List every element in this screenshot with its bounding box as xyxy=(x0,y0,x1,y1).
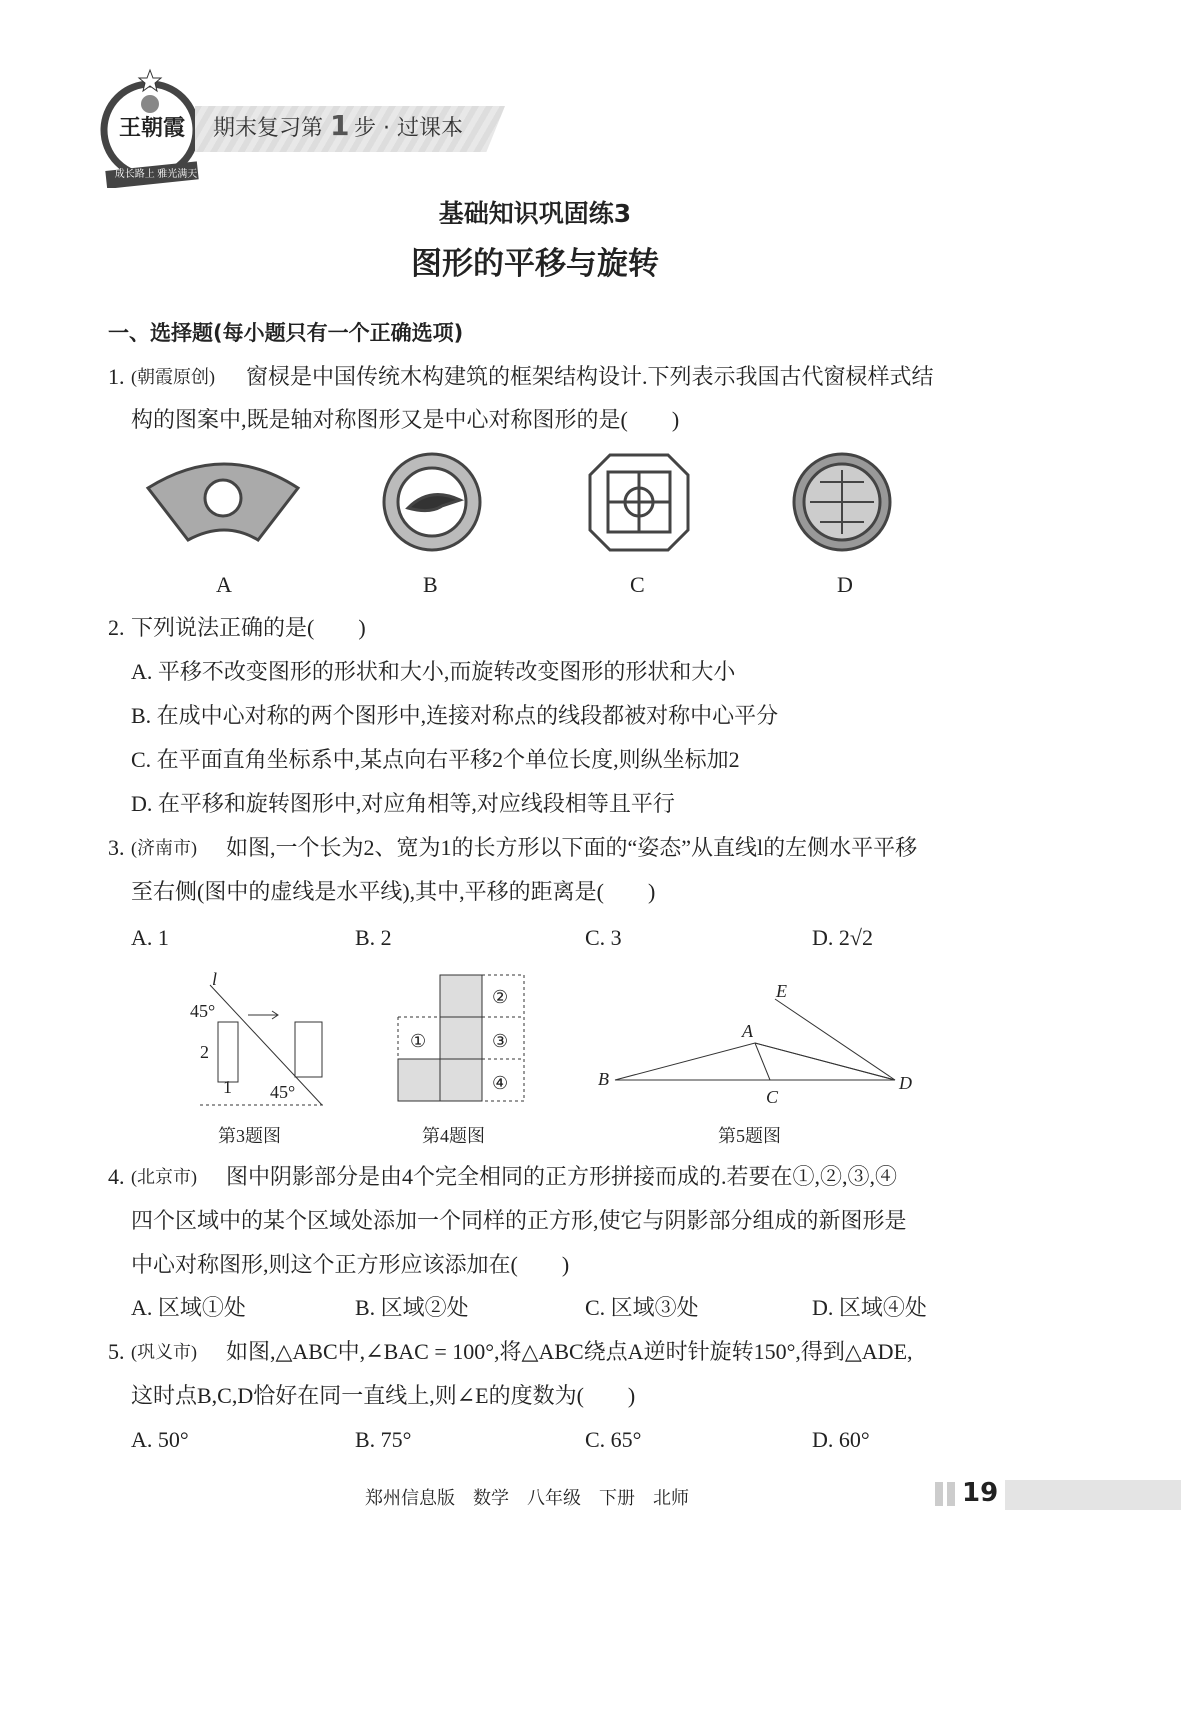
fig4-region-2: ② xyxy=(492,987,509,1007)
page-number-deco xyxy=(935,1482,955,1506)
option-3a: A. 1 xyxy=(131,925,169,950)
fig-label-a: A xyxy=(216,572,232,597)
fig-label-d: D xyxy=(837,572,853,597)
fig3-height: 2 xyxy=(200,1042,209,1062)
question-3-text: 如图,一个长为2、宽为1的长方形以下面的“姿态”从直线l的左侧水平平移 xyxy=(226,835,918,860)
option-2d: D. 在平移和旋转图形中,对应角相等,对应线段相等且平行 xyxy=(131,791,675,816)
option-3d: D. 2√2 xyxy=(812,925,873,950)
option-5d: D. 60° xyxy=(812,1427,870,1452)
figure-b-round xyxy=(384,454,480,550)
caption-fig-5: 第5题图 xyxy=(718,1126,781,1146)
figure-d-lattice xyxy=(794,454,890,550)
option-2b: B. 在成中心对称的两个图形中,连接对称点的线段都被对称中心平分 xyxy=(131,703,779,728)
question-3-number: 3. xyxy=(108,835,125,860)
banner-text-post: 步 · 过课本 xyxy=(354,116,463,141)
caption-fig-3: 第3题图 xyxy=(218,1126,281,1146)
option-4d: D. 区域④处 xyxy=(812,1295,927,1320)
fig4-region-3: ③ xyxy=(492,1031,509,1051)
option-4c: C. 区域③处 xyxy=(585,1295,699,1320)
option-4b: B. 区域②处 xyxy=(355,1295,469,1320)
caption-fig-4: 第4题图 xyxy=(422,1126,485,1146)
window-lattice-figures xyxy=(130,450,1130,560)
logo-slogan: 成长路上 雅光满天 xyxy=(114,169,198,180)
option-4a: A. 区域①处 xyxy=(131,1295,246,1320)
fig5-point-d: D xyxy=(899,1073,912,1093)
fig5-point-e: E xyxy=(776,981,787,1001)
option-5b: B. 75° xyxy=(355,1427,412,1452)
page-number-bar xyxy=(1005,1480,1181,1510)
question-4-source: (北京市) xyxy=(131,1167,197,1187)
option-2a: A. 平移不改变图形的形状和大小,而旋转改变图形的形状和大小 xyxy=(131,659,736,684)
question-4-line2: 四个区域中的某个区域处添加一个同样的正方形,使它与阴影部分组成的新图形是 xyxy=(131,1208,907,1233)
fig3-angle-top: 45° xyxy=(190,1001,216,1021)
option-2c: C. 在平面直角坐标系中,某点向右平移2个单位长度,则纵坐标加2 xyxy=(131,747,740,772)
footer-info: 郑州信息版 数学 八年级 下册 北师 xyxy=(365,1488,689,1508)
figure-5 xyxy=(615,999,895,1080)
question-1-number: 1. xyxy=(108,364,125,389)
fig3-angle-bottom: 45° xyxy=(270,1082,296,1102)
question-5-line2: 这时点B,C,D恰好在同一直线上,则∠E的度数为( ) xyxy=(131,1383,636,1408)
question-4-line3: 中心对称图形,则这个正方形应该添加在( ) xyxy=(131,1252,570,1277)
fig3-width: 1 xyxy=(223,1077,232,1097)
question-3-source: (济南市) xyxy=(131,838,197,858)
question-2-number: 2. xyxy=(108,615,125,640)
question-2-text: 下列说法正确的是( ) xyxy=(131,615,366,640)
question-5-number: 5. xyxy=(108,1339,125,1364)
banner-text-pre: 期末复习第 xyxy=(213,116,324,141)
fig-label-b: B xyxy=(423,572,438,597)
fig4-region-1: ① xyxy=(410,1031,427,1051)
option-5a: A. 50° xyxy=(131,1427,189,1452)
figure-c-octagon xyxy=(590,455,688,550)
figures-3-4-5 xyxy=(180,965,980,1115)
option-5c: C. 65° xyxy=(585,1427,642,1452)
figure-a-fan xyxy=(148,464,298,540)
option-3c: C. 3 xyxy=(585,925,622,950)
fig5-point-a: A xyxy=(742,1021,753,1041)
banner-step-number: 1 xyxy=(330,109,350,142)
figure-3 xyxy=(200,985,325,1105)
question-4-text: 图中阴影部分是由4个完全相同的正方形拼接而成的.若要在①,②,③,④ xyxy=(226,1164,898,1189)
page-title: 图形的平移与旋转 xyxy=(411,246,659,282)
question-1-line2: 构的图案中,既是轴对称图形又是中心对称图形的是( ) xyxy=(131,407,680,432)
title-line1: 基础知识巩固练3 xyxy=(438,199,632,228)
question-3-line2: 至右侧(图中的虚线是水平线),其中,平移的距离是( ) xyxy=(131,879,656,904)
logo-text: 王朝霞 xyxy=(118,115,185,140)
question-5-text: 如图,△ABC中,∠BAC = 100°,将△ABC绕点A逆时针旋转150°,得到△ADE, xyxy=(226,1339,913,1364)
fig5-point-c: C xyxy=(766,1087,779,1107)
page-number: 19 xyxy=(962,1478,999,1508)
fig5-point-b: B xyxy=(598,1069,609,1089)
question-5-source: (巩义市) xyxy=(131,1342,197,1362)
question-1-source: (朝霞原创) xyxy=(131,367,215,387)
question-1-text: 窗棂是中国传统木构建筑的框架结构设计.下列表示我国古代窗棂样式结 xyxy=(246,364,934,389)
option-3b: B. 2 xyxy=(355,925,392,950)
fig3-line-label: l xyxy=(212,969,218,989)
section-heading: 一、选择题(每小题只有一个正确选项) xyxy=(108,321,464,345)
question-4-number: 4. xyxy=(108,1164,125,1189)
fig-label-c: C xyxy=(630,572,645,597)
fig4-region-4: ④ xyxy=(492,1073,509,1093)
